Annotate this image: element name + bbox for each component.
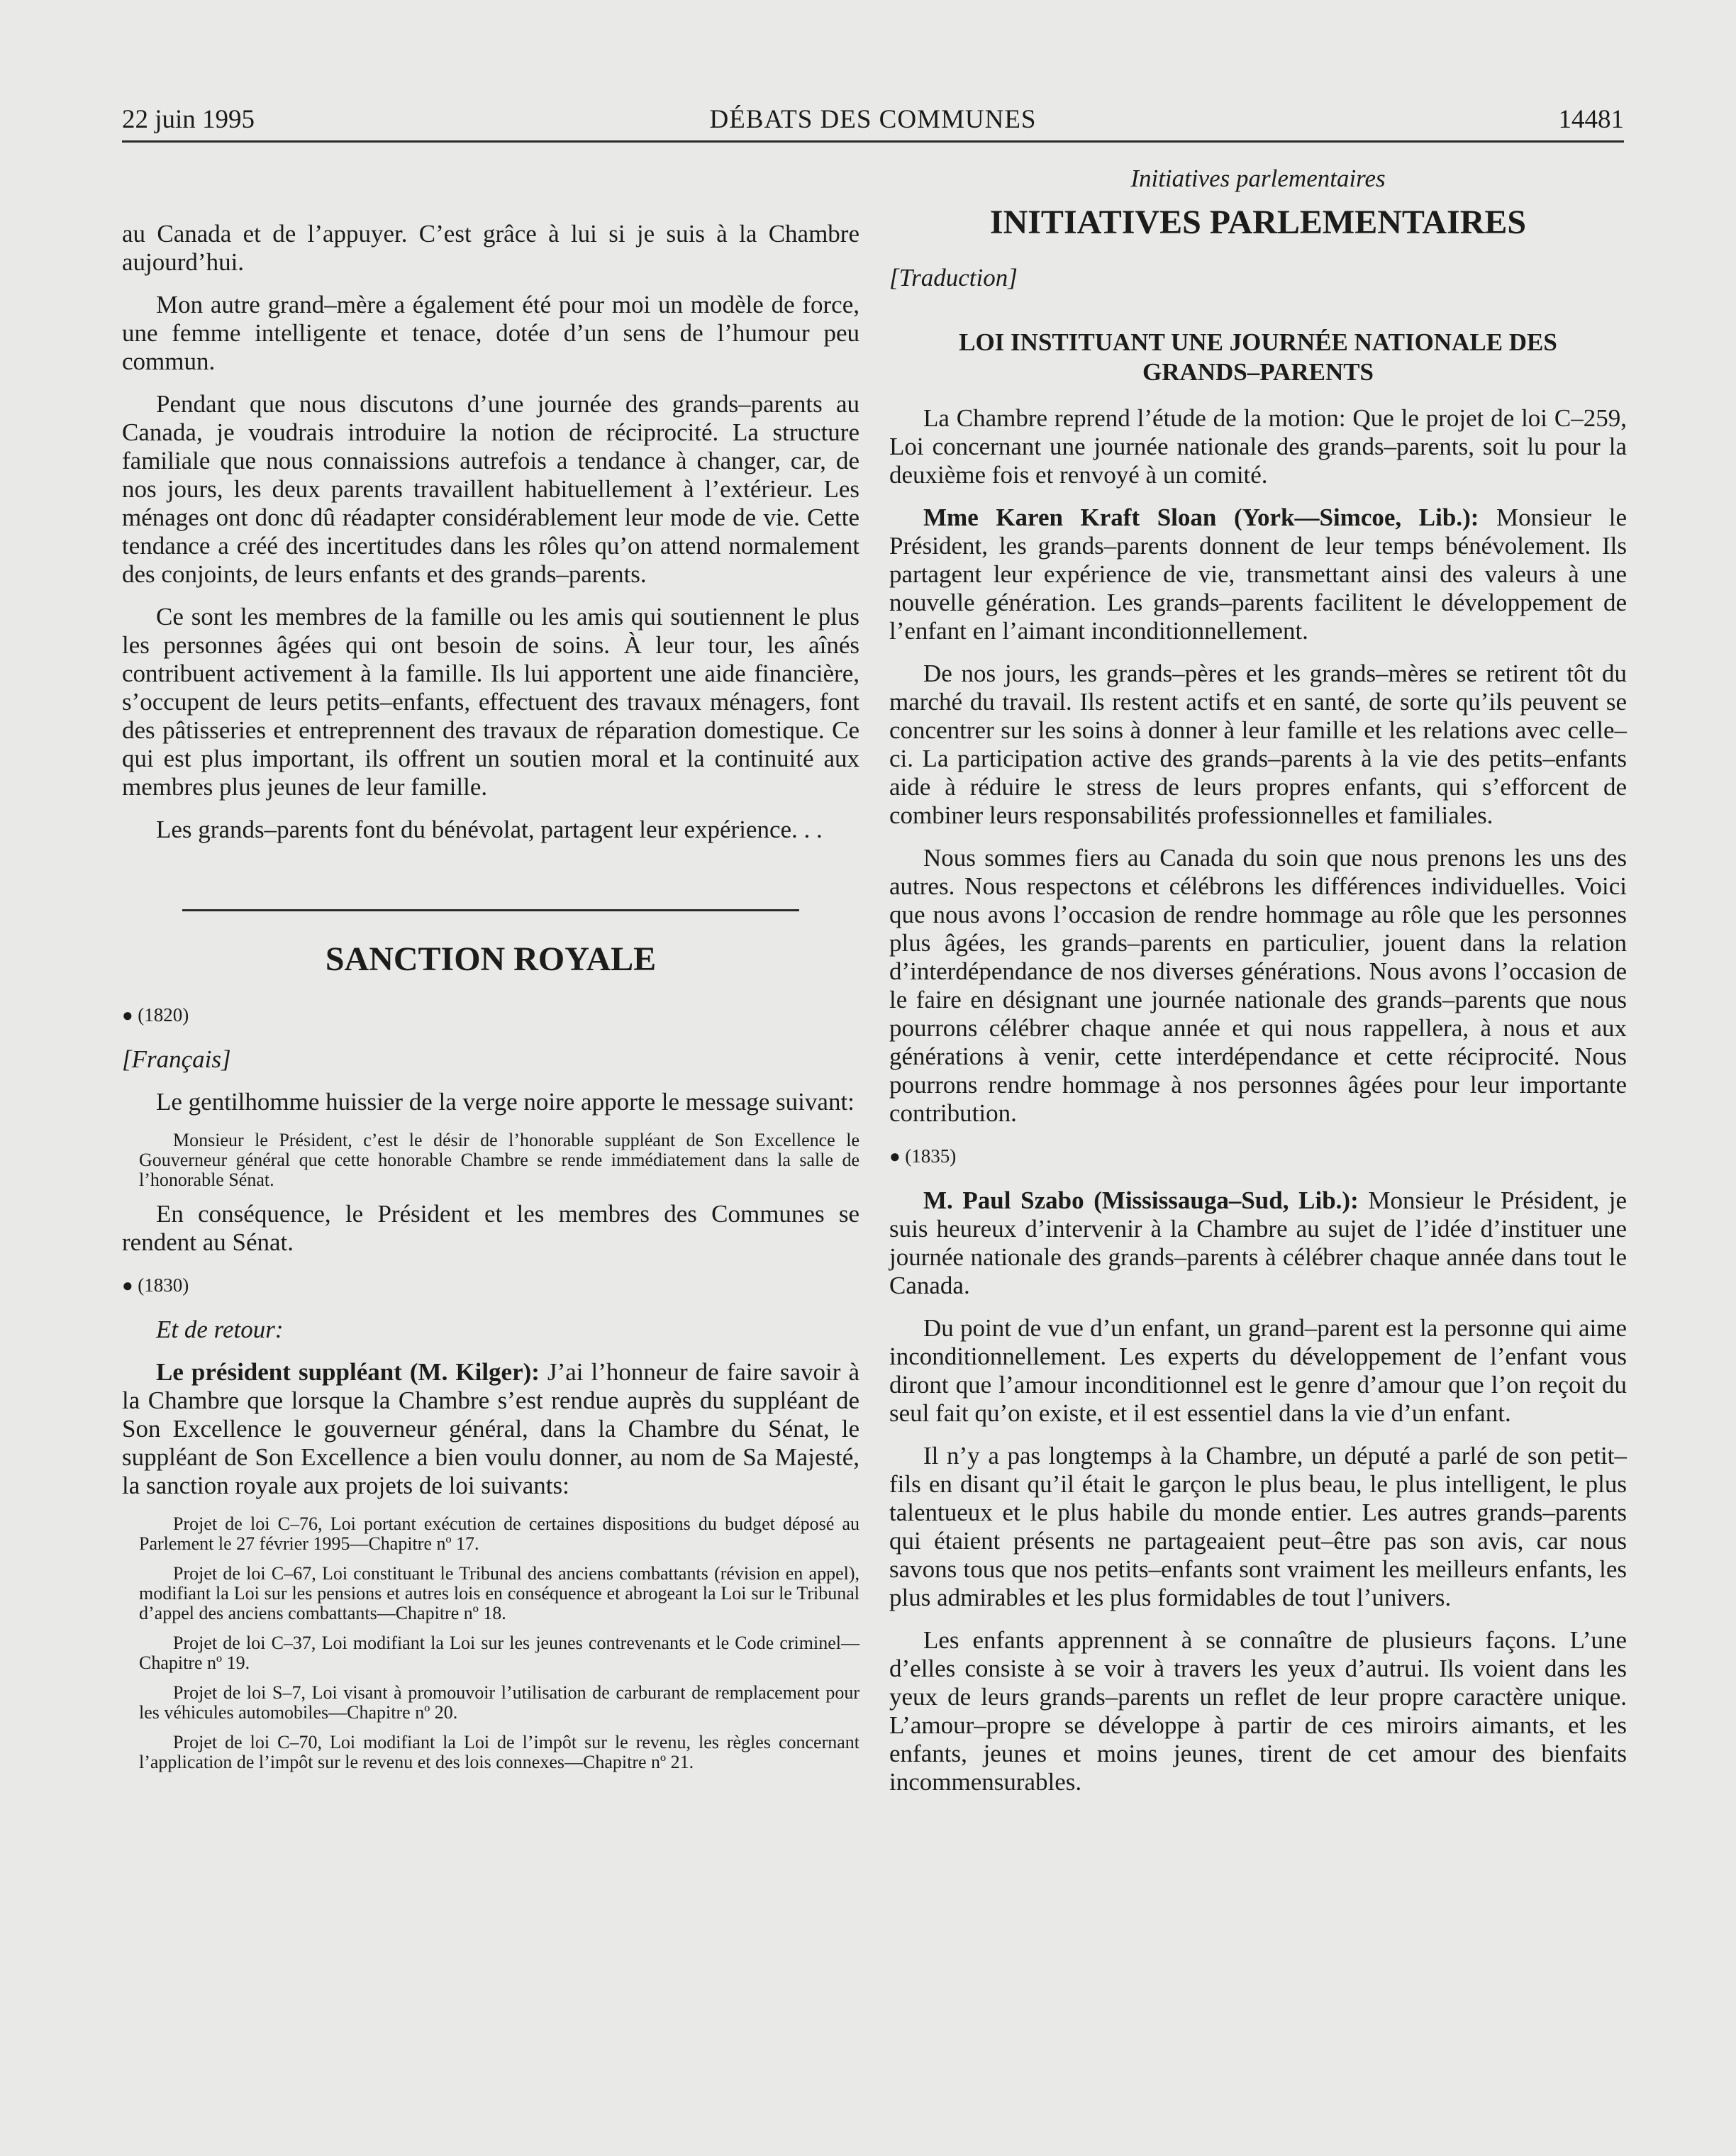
header-date: 22 juin 1995 [122, 105, 255, 134]
paragraph: Ce sont les membres de la famille ou les amis qui soutiennent le plus les personnes âgées qui ont besoin de soins. À leur tour, les aînés contribuent activement à la famille. Ils lui apportent une aide financière, s’occupent de leurs petits–enfants, effectuent des travaux ménagers, font des pâtisseries et entreprennent des travaux de réparation domestique. Ce qui est plus important, ils offrent un soutien moral et la continuité aux membres plus jeunes de leur famille. [122, 603, 859, 801]
bill-item: Projet de loi S–7, Loi visant à promouvoir l’utilisation de carburant de remplacement pour les véhicules automobiles—Chapitre nº 20. [139, 1682, 859, 1723]
left-column [122, 220, 859, 1782]
time-marker: ● (1820) [122, 1001, 859, 1030]
paragraph: au Canada et de l’appuyer. C’est grâce à lui si je suis à la Chambre aujourd’hui. [122, 220, 859, 276]
paragraph: Les grands–parents font du bénévolat, partagent leur expérience. . . [156, 816, 823, 843]
paragraph: Du point de vue d’un enfant, un grand–parent est la personne qui aime inconditionnellement. Les experts du développement de l’enfant vous diront que l’amour inconditionnel est le genre d’amour que l’on reçoit du seul fait qu’on existe, et il est essentiel dans la vie d’un enfant. [889, 1314, 1627, 1427]
paragraph: Mon autre grand–mère a également été pour moi un modèle de force, une femme intelligente et tenace, dotée d’un sens de l’humour peu commun. [122, 291, 859, 375]
speaker-name: Mme Karen Kraft Sloan (York—Simcoe, Lib.): [923, 504, 1479, 531]
paragraph: Il n’y a pas longtemps à la Chambre, un député a parlé de son petit–fils en disant qu’il était le garçon le plus beau, le plus intelligent, le plus talentueux et le plus habile du monde entier. Les autres grands–parents qui étaient présents ne partageaient peut–être pas son avis, car nous savons tous que nos petits–enfants sont vraiment les meilleurs enfants, les plus admirables et les plus formidables de tout l’univers. [889, 1442, 1627, 1611]
language-label: [Français] [122, 1045, 231, 1073]
paragraph: Pendant que nous discutons d’une journée des grands–parents au Canada, je voudrais introduire la notion de réciprocité. La structure familiale que nous connaissions autrefois a tendance à changer, car, de nos jours, les deux parents travaillent habituellement à l’extérieur. Les ménages ont donc dû réadapter considérablement leur mode de vie. Cette tendance a créé des incertitudes dans les rôles qu’on attend normalement des conjoints, de leurs enfants et des grands–parents. [122, 390, 859, 588]
paragraph: Le gentilhomme huissier de la verge noire apporte le message suivant: [156, 1088, 855, 1116]
time-marker: ● (1835) [889, 1142, 1627, 1171]
paragraph: Les enfants apprennent à se connaître de plusieurs façons. L’une d’elles consiste à se voir à travers les yeux d’autrui. Ils voient dans les yeux de leurs grands–parents un reflet de leur propre caractère unique. L’amour–propre se développe à partir de ces miroirs aimants, et les enfants, jeunes et moins jeunes, tirent de cet amour des bienfaits incommensurables. [889, 1626, 1627, 1796]
section-divider [182, 909, 799, 911]
paragraph: De nos jours, les grands–pères et les grands–mères se retirent tôt du marché du travail. Ils restent actifs et en santé, de sorte qu’ils peuvent se concentrer sur les soins à donner à leur famille et les relations avec celle–ci. La participation active des grands–parents à la vie des petits–enfants aide à réduire le stress de leurs propres enfants, qui s’efforcent de combiner leurs responsabilités professionnelles et familiales. [889, 660, 1627, 829]
speech-text: Monsieur le Président, les grands–parents donnent de leur temps bénévolement. Ils partagent leur expérience de vie, transmettant ainsi des valeurs à une nouvelle génération. Les grands–parents facilitent le développement de l’enfant en l’aimant inconditionnellement. [889, 504, 1628, 645]
bill-item: Projet de loi C–67, Loi constituant le Tribunal des anciens combattants (révision en appel), modifiant la Loi sur les pensions et autres lois en conséquence et abrogeant la Loi sur le Tribunal d’appel des anciens combattants—Chapitre nº 18. [139, 1563, 859, 1623]
section-title: SANCTION ROYALE [325, 940, 657, 978]
speech-paragraph [889, 504, 1627, 645]
speech-text: Monsieur le Président, je suis heureux d’intervenir à la Chambre au sujet de l’idée d’instituer une journée nationale des grands–parents à célébrer chaque année dans tout le Canada. [889, 1187, 1627, 1299]
speaker-name: Le président suppléant (M. Kilger): [156, 1358, 540, 1386]
header-title: DÉBATS DES COMMUNES [709, 105, 1037, 134]
return-label: Et de retour: [156, 1316, 284, 1343]
speech-paragraph [889, 1187, 1627, 1300]
paragraph: La Chambre reprend l’étude de la motion: Que le projet de loi C–259, Loi concernant une journée nationale des grands–parents, soit lu pour la deuxième fois et renvoyé à un comité. [889, 404, 1627, 489]
speaker-name: M. Paul Szabo (Mississauga–Sud, Lib.): [923, 1187, 1359, 1214]
paragraph: En conséquence, le Président et les membres des Communes se rendent au Sénat. [122, 1200, 859, 1256]
right-column [889, 165, 1627, 1811]
speech-text: J’ai l’honneur de faire savoir à la Chambre que lorsque la Chambre s’est rendue auprès du suppléant de Son Excellence le gouverneur général, dans la Chambre du Sénat, le suppléant de Son Excellence a bien voulu donner, au nom de Sa Majesté, la sanction royale aux projets de loi suivants: [122, 1358, 859, 1499]
bill-title: LOI INSTITUANT UNE JOURNÉE NATIONALE DES GRANDS–PARENTS [959, 328, 1557, 386]
running-subheading: Initiatives parlementaires [1130, 165, 1386, 192]
header-page-number: 14481 [1558, 105, 1624, 134]
time-marker: ● (1830) [122, 1271, 859, 1300]
language-label: [Traduction] [889, 264, 1018, 291]
quoted-message: Monsieur le Président, c’est le désir de l’honorable suppléant de Son Excellence le Gouverneur général que cette honorable Chambre se rende immédiatement dans la salle de l’honorable Sénat. [139, 1130, 859, 1190]
speech-paragraph [122, 1358, 859, 1500]
bill-item: Projet de loi C–70, Loi modifiant la Loi de l’impôt sur le revenu, les règles concernant l’application de l’impôt sur le revenu et des lois connexes—Chapitre nº 21. [139, 1732, 859, 1772]
bill-item: Projet de loi C–76, Loi portant exécution de certaines dispositions du budget déposé au Parlement le 27 février 1995—Chapitre nº 17. [139, 1513, 859, 1554]
section-title: INITIATIVES PARLEMENTAIRES [989, 204, 1527, 241]
paragraph: Nous sommes fiers au Canada du soin que nous prenons les uns des autres. Nous respectons et célébrons les différences individuelles. Voici que nous avons l’occasion de rendre hommage au rôle que les personnes plus âgées, les grands–parents en particulier, jouent dans la relation d’interdépendance de nos diverses générations. Nous avons l’occasion de le faire en désignant une journée nationale des grands–parents que nous pourrons célébrer chaque année et qui nous rappellera, à nous et aux générations à venir, cette interdépendance et cette réciprocité. Nous pourrons rendre hommage à nos personnes âgées pour leur importante contribution. [889, 844, 1627, 1127]
running-header [122, 98, 1624, 143]
bill-item: Projet de loi C–37, Loi modifiant la Loi sur les jeunes contrevenants et le Code criminel—Chapitre nº 19. [139, 1633, 859, 1673]
